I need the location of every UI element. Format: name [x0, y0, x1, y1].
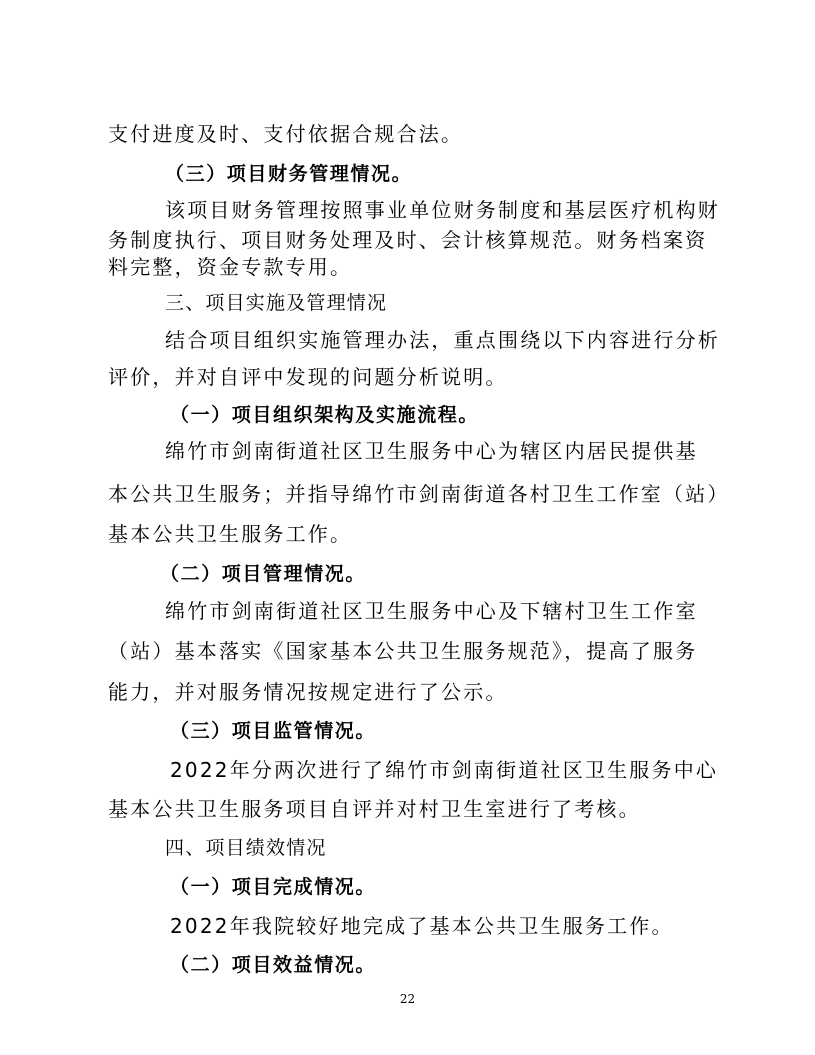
subsection-heading: （三）项目财务管理情况。 — [165, 163, 413, 185]
body-line: 料完整，资金专款专用。 — [108, 255, 353, 279]
body-line: 本公共卫生服务；并指导绵竹市剑南街道各村卫生工作室（站） — [108, 482, 730, 506]
body-line: 2022年分两次进行了绵竹市剑南街道社区卫生服务中心 — [170, 758, 719, 782]
subsection-heading: （一）项目组织架构及实施流程。 — [170, 404, 480, 426]
subsection-heading: （一）项目完成情况。 — [170, 876, 377, 898]
body-line: 结合项目组织实施管理办法，重点围绕以下内容进行分析 — [165, 328, 720, 352]
subsection-heading: （三）项目监管情况。 — [170, 720, 377, 742]
body-line: 绵竹市剑南街道社区卫生服务中心为辖区内居民提供基 — [165, 439, 698, 463]
subsection-heading: （二）项目管理情况。 — [160, 563, 367, 585]
body-line: 能力，并对服务情况按规定进行了公示。 — [108, 680, 508, 704]
subsection-heading: （二）项目效益情况。 — [170, 954, 377, 976]
body-line: 该项目财务管理按照事业单位财务制度和基层医疗机构财 — [165, 198, 720, 222]
section-heading: 四、项目绩效情况 — [165, 837, 327, 859]
body-line: 基本公共卫生服务工作。 — [108, 522, 353, 546]
body-line: 绵竹市剑南街道社区卫生服务中心及下辖村卫生工作室 — [165, 599, 698, 623]
body-line: 评价，并对自评中发现的问题分析说明。 — [108, 365, 508, 389]
section-heading: 三、项目实施及管理情况 — [165, 292, 388, 314]
body-line: 2022年我院较好地完成了基本公共卫生服务工作。 — [170, 914, 674, 938]
body-line: 基本公共卫生服务项目自评并对村卫生室进行了考核。 — [108, 797, 641, 821]
body-line: 务制度执行、项目财务处理及时、会计核算规范。财务档案资 — [108, 228, 708, 252]
body-line: （站）基本落实《国家基本公共卫生服务规范》，提高了服务 — [108, 639, 698, 663]
body-line: 支付进度及时、支付依据合规合法。 — [108, 122, 464, 146]
page-number: 22 — [399, 992, 416, 1006]
